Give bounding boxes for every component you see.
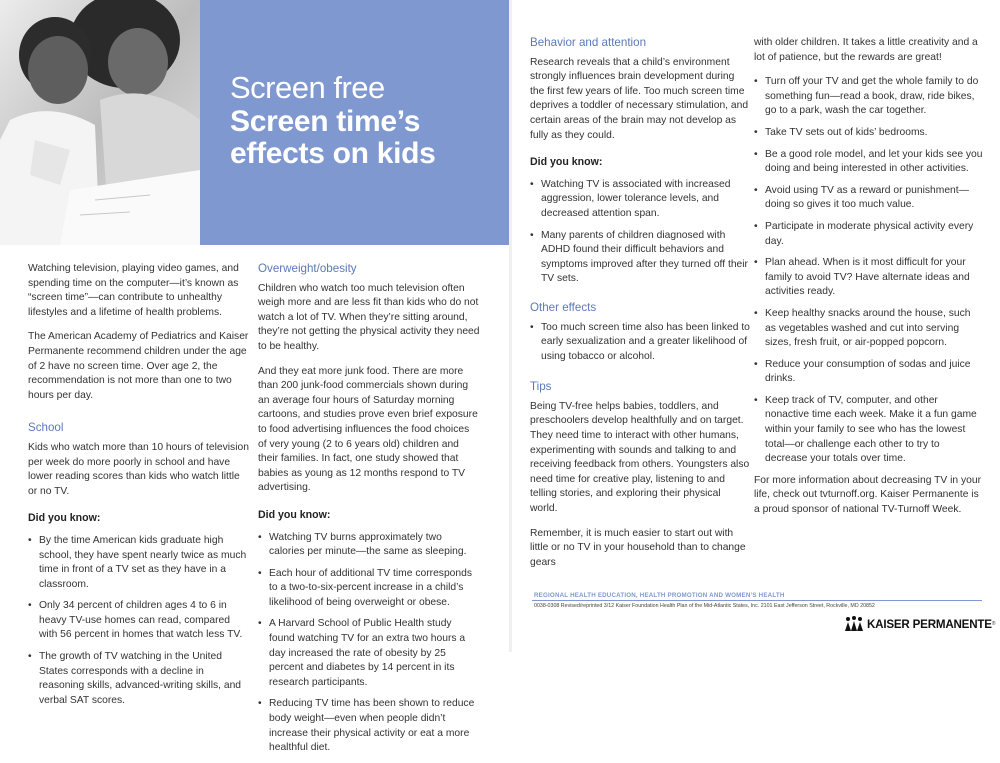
obesity-paragraph-2: And they eat more junk food. There are more than 200 junk-food commercials shown during an average four hours of Saturday morning cartoons, and studies prove even brief exposure to food advertising influences the food choices of very young (2 to 6 years old) children and their families. In fact, one study showed that babies as young as 12 months respond to TV advertising. [258,365,478,494]
closing-paragraph: For more information about decreasing TV in your life, check out tvturnoff.org. Kaiser Permanente is a proud sponsor of national TV-Turnoff Week. [754,474,982,516]
kp-people-icon [844,616,864,632]
list-item: • Too much screen time also has been linked to early sexualization and a greater likelihood of using tobacco or alcohol. [530,321,750,365]
behavior-body: Research reveals that a child’s environment strongly influences brain development during the first few years of life. Too much screen time deprives a toddler of necessary stimulation, and certain areas of the brain may not develop as fully as they could. [530,56,749,141]
column-intro-school [28,262,250,715]
section-heading-tips: Tips [530,380,552,394]
tips-bullets [754,75,984,467]
list-item: • Turn off your TV and get the whole family to do something fun—read a book, draw, ride bikes, go to a park, wash the car together. [754,75,984,119]
list-item: • The growth of TV watching in the United States corresponds with a decline in reasoning skills, advanced-writing skills, and verbal SAT scores. [28,650,250,708]
obesity-did-you-know: Did you know: [258,508,331,521]
column-tips-continued [754,36,984,528]
footer-tagline: REGIONAL HEALTH EDUCATION, HEALTH PROMOTION AND WOMEN’S HEALTH [534,592,785,599]
section-heading-behavior: Behavior and attention [530,36,647,49]
section-heading-school: School [28,421,64,435]
obesity-paragraph-1: Children who watch too much television often weigh more and are less fit than kids who do not watch a lot of TV. When they’re sitting around, they’re not getting the physical activity they need to be healthy. [258,282,480,352]
list-item: • Each hour of additional TV time corresponds to a two-to-six-percent increase in a child’s likelihood of being overweight or obese. [258,567,480,611]
footer-divider [532,600,982,601]
list-item: • Many parents of children diagnosed with ADHD found their difficult behaviors and symptoms improved after they turned off their TV sets. [530,229,750,287]
page-title: Screen time’s effects on kids [230,105,436,170]
school-bullets [28,534,250,709]
behavior-bullets [530,178,750,287]
list-item: • Reducing TV time has been shown to reduce body weight—even when people didn’t increase their physical activity or eat a more healthful diet. [258,697,480,755]
column-obesity [258,262,480,763]
list-item: • Avoid using TV as a reward or punishment—doing so gives it too much value. [754,184,984,213]
footer-publication-note: 0038-0308 Revised/reprinted 3/12 Kaiser Foundation Health Plan of the Mid-Atlantic States, Inc. 2101 East Jefferson Street, Rockville, MD 20852 [534,603,875,609]
list-item: • Only 34 percent of children ages 4 to 6 in heavy TV-use homes can read, compared with 56 percent in homes that watch less TV. [28,599,250,643]
photo-illustration [0,0,200,245]
list-item: • By the time American kids graduate high school, they have spent nearly twice as much time in front of a TV set as they have in a classroom. [28,534,250,592]
other-bullets [530,321,750,365]
list-item: • Reduce your consumption of sodas and juice drinks. [754,358,984,387]
list-item: • Watching TV burns approximately two calories per minute—the same as sleeping. [258,531,480,560]
registered-mark: ® [991,621,996,627]
hero-banner [200,0,512,245]
intro-paragraph-2: The American Academy of Pediatrics and Kaiser Permanente recommend children under the age of 2 have no screen time. Over age 2, the recommendation is not more than one to two hours per day. [28,331,249,401]
behavior-did-you-know: Did you know: [530,156,603,169]
tips-paragraph-2-continued: with older children. It takes a little creativity and a lot of patience, but the rewards are great! [754,37,978,63]
section-heading-other-effects: Other effects [530,300,597,314]
list-item: • Take TV sets out of kids’ bedrooms. [754,126,984,141]
list-item: • Keep healthy snacks around the house, such as vegetables washed and cut into serving sizes, fresh fruit, or air-popped popcorn. [754,307,984,351]
tips-paragraph-2: Remember, it is much easier to start out with little or no TV in your household than to change gears [530,527,746,568]
list-item: • Participate in moderate physical activity every day. [754,220,984,249]
right-page [512,0,1000,652]
tips-paragraph-1: Being TV-free helps babies, toddlers, and preschoolers develop healthfully and on target. They need time to interact with other humans, experimenting with sounds and talking to and receiving feedback from others. Youngsters also need time for creative play, listening to and telling stories, and exploring their physical world. [530,400,750,515]
school-body: Kids who watch more than 10 hours of television per week do more poorly in school and have lower reading scores than kids who watch little or no TV. [28,441,249,497]
obesity-bullets [258,531,480,756]
list-item: • Keep track of TV, computer, and other nonactive time each week. Make it a fun game within your family to see who has the lowest total—or challenge each other to try to decrease your totals over time. [754,394,984,467]
section-heading-obesity: Overweight/obesity [258,262,357,275]
list-item: • Watching TV is associated with increased aggression, lower tolerance levels, and decreased attention span. [530,178,750,222]
intro-paragraph-1: Watching television, playing video games, and spending time on the computer—it’s known as “screen time”—can contribute to unhealthy lifestyles and a lifetime of health problems. [28,263,239,318]
school-did-you-know: Did you know: [28,512,101,525]
logo-wordmark: KAISER PERMANENTE [867,617,992,631]
list-item: • A Harvard School of Public Health study found watching TV for an extra two hours a day increased the rate of obesity by 25 percent and diabetes by 14 percent in its research participants. [258,617,480,690]
hero-subtitle: Screen free [230,70,385,105]
kaiser-permanente-logo [844,616,995,632]
photo-boy-and-mother [0,0,200,245]
list-item: • Be a good role model, and let your kids see you doing and being interested in other activities. [754,148,984,177]
column-behavior-tips [530,36,750,580]
list-item: • Plan ahead. When is it most difficult for your family to avoid TV? Have alternate ideas and activities ready. [754,256,984,300]
